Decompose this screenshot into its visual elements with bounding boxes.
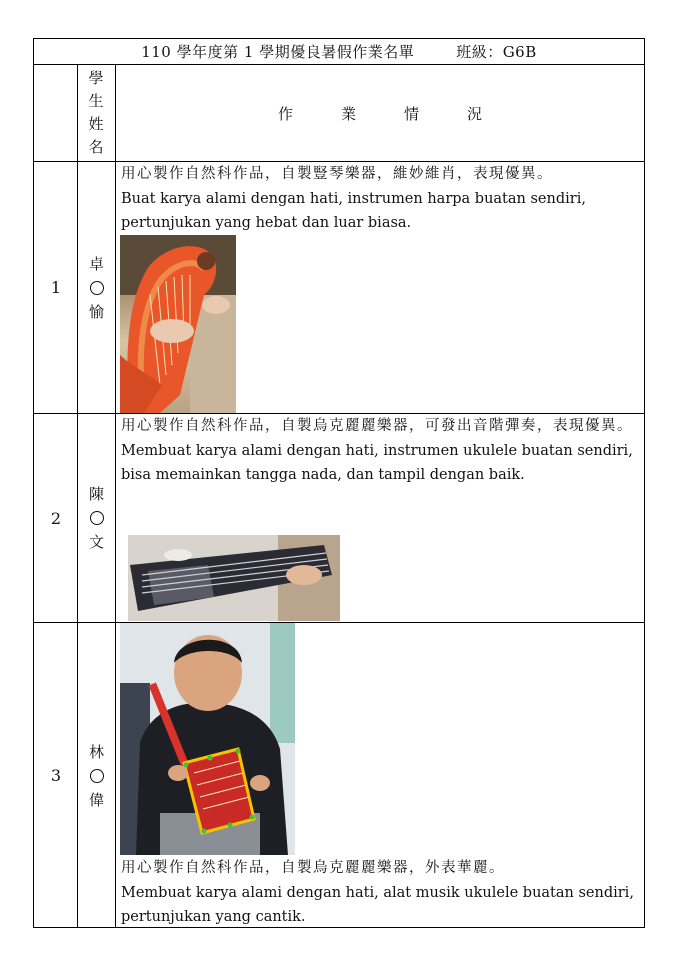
description-zh: 用心製作自然科作品，自製豎琴樂器，維妙維肖，表現優異。	[121, 166, 553, 182]
header-work-status	[116, 65, 644, 161]
work-description	[121, 414, 641, 488]
name-char: 林	[88, 742, 104, 761]
harp-photo	[120, 235, 236, 413]
redacted-circle-icon	[90, 281, 104, 295]
student-name	[78, 623, 115, 928]
page-title	[34, 39, 644, 64]
table-rule	[115, 64, 116, 928]
description-id: Membuat karya alami dengan hati, alat musik ukulele buatan sendiri, pertunjukan yang cantik.	[121, 884, 634, 925]
row-number: 2	[50, 508, 62, 528]
name-char: 卓	[88, 254, 104, 273]
header-name-char: 學	[88, 69, 104, 87]
name-char: 愉	[88, 302, 104, 321]
header-name-char: 姓	[88, 115, 104, 133]
name-char: 文	[88, 533, 104, 551]
name-char: 陳	[88, 485, 104, 503]
header-name-char: 生	[88, 92, 104, 110]
header-student-name	[78, 65, 114, 161]
header-work-char: 況	[467, 104, 483, 123]
header-name-char: 名	[88, 138, 104, 156]
description-zh: 用心製作自然科作品，自製烏克麗麗樂器，外表華麗。	[121, 860, 505, 876]
student-name	[78, 414, 115, 622]
ukulele-photo	[128, 535, 340, 621]
description-id: Buat karya alami dengan hati, instrumen harpa buatan sendiri, pertunjukan yang hebat dan luar biasa.	[121, 190, 586, 231]
work-description	[121, 162, 641, 236]
redacted-circle-icon	[90, 511, 104, 525]
description-zh: 用心製作自然科作品，自製烏克麗麗樂器，可發出音階彈奏，表現優異。	[121, 418, 633, 434]
title-text: 110 學年度第 1 學期優良暑假作業名單	[141, 43, 415, 61]
row-number: 3	[50, 766, 62, 785]
name-char: 偉	[88, 790, 104, 809]
row-number: 1	[50, 278, 62, 297]
header-work-char: 業	[340, 104, 356, 123]
redacted-circle-icon	[90, 769, 104, 783]
header-work-char: 情	[404, 104, 420, 123]
class-label: 班級：G6B	[456, 43, 537, 61]
description-id: Membuat karya alami dengan hati, instrumen ukulele buatan sendiri, bisa memainkan tangga nada, dan tampil dengan baik.	[121, 442, 633, 483]
header-work-char: 作	[277, 104, 293, 123]
student-photo	[120, 623, 295, 855]
work-description	[121, 856, 641, 930]
student-name	[78, 162, 115, 413]
assignment-table	[33, 38, 645, 928]
